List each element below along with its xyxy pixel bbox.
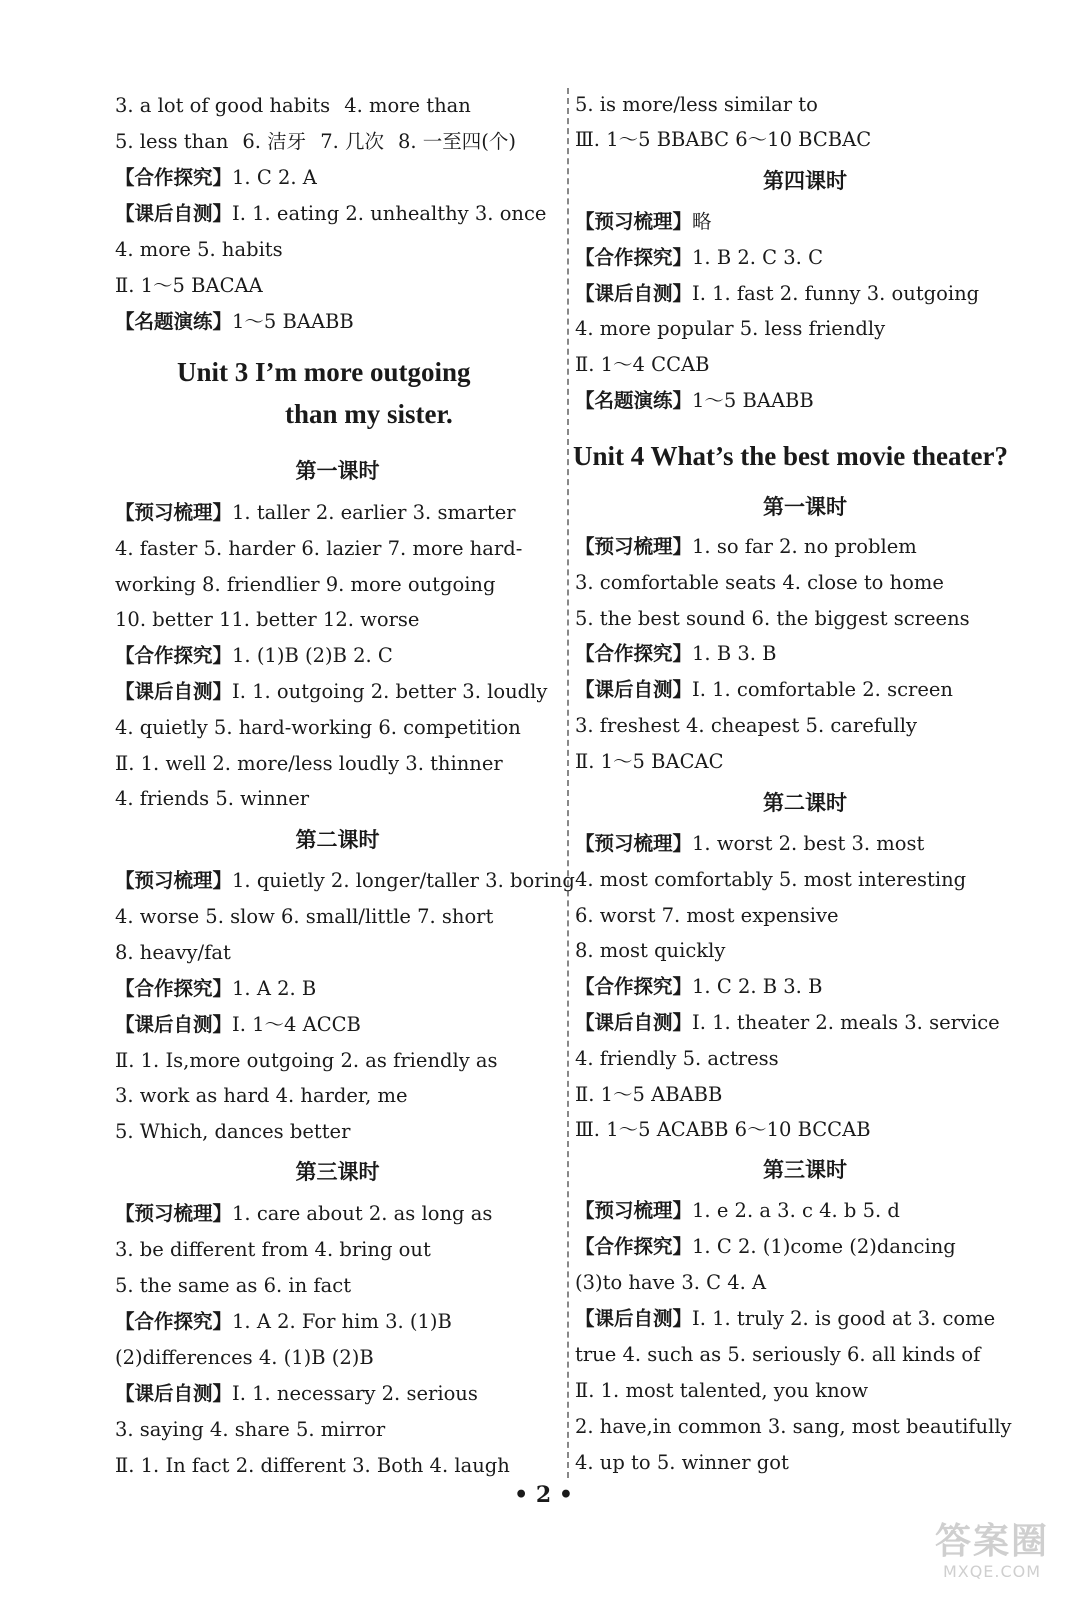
answer-text: 1. B 2. C 3. C	[692, 245, 823, 269]
text-line	[575, 535, 917, 559]
text-line	[575, 1011, 1000, 1035]
answer-text: 3. comfortable seats 4. close to home	[575, 570, 944, 594]
section-tag: 【合作探究】	[115, 644, 233, 668]
answer-text: 1. e 2. a 3. c 4. b 5. d	[692, 1199, 900, 1222]
section-tag: 【课后自测】	[115, 680, 233, 703]
answer-text: 1. so far 2. no problem	[692, 535, 917, 558]
text-line: 4. more 5. habits	[115, 238, 283, 261]
section-tag: 【课后自测】	[115, 1382, 233, 1405]
answer-text: Ⅰ. 1. necessary 2. serious	[232, 1382, 478, 1405]
text-line	[575, 939, 725, 963]
answer-text: Ⅰ. 1. fast 2. funny 3. outgoing	[692, 281, 980, 305]
text-line	[575, 246, 823, 270]
answer-text: 4. friends 5. winner	[115, 787, 310, 811]
text-line	[115, 787, 309, 811]
answer-text: 1. A 2. B	[232, 976, 317, 1000]
text-line	[115, 1049, 498, 1073]
text-line	[115, 905, 493, 929]
text-line: Ⅲ. 1～5 BBABC 6～10 BCBAC	[575, 128, 872, 151]
text-line	[575, 750, 724, 774]
text-line	[115, 1346, 374, 1370]
answer-text: Ⅰ. 1. comfortable 2. screen	[692, 678, 953, 702]
answer-text: 1. A 2. For him 3. (1)B	[232, 1310, 452, 1333]
text-line: 5. less than 6. 洁牙 7. 几次 8. 一至四(个)	[115, 130, 517, 153]
section-tag: 【预习梳理】	[575, 210, 693, 233]
text-line	[575, 353, 709, 377]
text-line	[575, 1083, 722, 1107]
text-line: 【合作探究】1. C 2. A	[115, 166, 317, 189]
text-line	[575, 389, 814, 413]
text-line	[575, 571, 944, 595]
section-tag: 【课后自测】	[575, 1011, 693, 1034]
text-line: 3. a lot of good habits 4. more than	[115, 94, 471, 117]
text-line	[575, 1343, 980, 1367]
answer-text: 6. worst 7. most expensive	[575, 903, 839, 927]
answer-text: 1. quietly 2. longer/taller 3. boring	[232, 869, 575, 892]
text-line	[575, 1199, 900, 1223]
text-line	[115, 573, 495, 597]
text-line	[115, 977, 316, 1001]
text-line	[115, 1274, 351, 1298]
text-line	[575, 1118, 871, 1142]
section-tag: 【预习梳理】	[575, 1199, 693, 1222]
text-line	[575, 975, 822, 999]
text-line	[115, 1202, 492, 1226]
answer-text: 4. friendly 5. actress	[575, 1046, 779, 1070]
text-line	[575, 1451, 789, 1475]
section-tag: 【预习梳理】	[575, 832, 693, 855]
text-line	[115, 1382, 478, 1406]
watermark-logo	[917, 1522, 1067, 1582]
text-line	[115, 537, 522, 561]
unit3-title-line2: than my sister.	[285, 399, 453, 429]
text-line	[115, 752, 503, 776]
text-line	[575, 1047, 779, 1071]
answer-text: Ⅱ. 1. most talented, you know	[575, 1379, 869, 1402]
text-line	[115, 608, 419, 632]
text-line	[115, 716, 521, 740]
text-line	[115, 644, 393, 668]
answer-text: 4. up to 5. winner got	[575, 1451, 789, 1474]
answer-text: true 4. such as 5. seriously 6. all kinds of	[575, 1343, 981, 1366]
text-line	[115, 1238, 431, 1262]
text-line	[575, 1307, 995, 1331]
lesson-heading: 第二课时	[295, 828, 380, 852]
text-line	[575, 904, 839, 928]
text-line	[575, 1415, 1012, 1439]
text-line	[115, 501, 516, 525]
lesson-heading: 第三课时	[763, 1158, 847, 1182]
answer-text: 4. faster 5. harder 6. lazier 7. more hard-	[115, 536, 523, 560]
answer-text: 略	[692, 210, 712, 233]
answer-text: Ⅱ. 1. Is,more outgoing 2. as friendly as	[115, 1048, 498, 1072]
text-line	[575, 832, 924, 856]
section-tag: 【预习梳理】	[575, 535, 693, 558]
text-line	[115, 1454, 510, 1478]
answer-text: 1. C 2. (1)come (2)dancing	[692, 1235, 956, 1258]
answer-text: Ⅱ. 1. In fact 2. different 3. Both 4. laugh	[115, 1454, 510, 1477]
answer-text: 1. taller 2. earlier 3. smarter	[232, 501, 516, 524]
section-tag: 【合作探究】	[575, 975, 693, 999]
answer-text: 8. most quickly	[575, 939, 726, 963]
section-tag: 【合作探究】	[575, 1235, 693, 1258]
answer-text: (3)to have 3. C 4. A	[575, 1271, 767, 1294]
text-line	[575, 714, 917, 738]
lesson-heading: 第一课时	[763, 495, 847, 519]
answer-text: 4. quietly 5. hard-working 6. competition	[115, 715, 521, 739]
watermark-logo-text: 答案圈	[934, 1521, 1049, 1562]
text-line	[115, 1084, 408, 1108]
text-line	[115, 1310, 452, 1334]
answer-text: 5. Which, dances better	[115, 1120, 351, 1144]
text-line	[115, 1120, 350, 1144]
answer-text: 4. most comfortably 5. most interesting	[575, 867, 967, 891]
section-tag: 【课后自测】	[115, 1012, 233, 1036]
lesson-heading: 第四课时	[763, 169, 847, 193]
section-tag: 【名题演练】	[575, 389, 693, 412]
answer-text: 4. more popular 5. less friendly	[575, 317, 886, 341]
text-line	[115, 680, 547, 704]
answer-text: Ⅰ. 1～4 ACCB	[232, 1012, 361, 1036]
text-line: 【课后自测】Ⅰ. 1. eating 2. unhealthy 3. once	[115, 202, 547, 225]
answer-text: Ⅰ. 1. outgoing 2. better 3. loudly	[232, 680, 548, 703]
answer-text: 1. care about 2. as long as	[232, 1202, 493, 1225]
section-tag: 【课后自测】	[575, 1307, 693, 1330]
lesson-heading: 第一课时	[295, 459, 380, 483]
text-line: 【名题演练】1～5 BAABB	[115, 310, 354, 333]
text-line	[575, 317, 885, 341]
section-tag: 【合作探究】	[575, 245, 693, 269]
text-line	[575, 607, 970, 631]
lesson-heading: 第三课时	[295, 1160, 380, 1184]
section-tag: 【合作探究】	[115, 1310, 233, 1333]
text-line	[575, 642, 776, 666]
answer-text: Ⅱ. 1. well 2. more/less loudly 3. thinner	[115, 751, 503, 775]
unit4-title: Unit 4 What’s the best movie theater?	[573, 441, 1008, 471]
answer-text: Ⅱ. 1～5 BACAC	[575, 749, 724, 773]
text-line	[575, 1235, 956, 1259]
text-line	[115, 1418, 385, 1442]
text-line	[575, 1271, 766, 1295]
text-line	[575, 678, 953, 702]
text-line	[115, 869, 575, 893]
text-line	[575, 868, 966, 892]
answer-text: 1. B 3. B	[692, 642, 777, 666]
section-tag: 【合作探究】	[115, 976, 233, 1000]
answer-text: Ⅱ. 1～4 CCAB	[575, 353, 710, 377]
answer-text: 1. worst 2. best 3. most	[692, 832, 925, 855]
answer-text: Ⅱ. 1～5 ABABB	[575, 1082, 723, 1106]
answer-text: 1. (1)B (2)B 2. C	[232, 644, 393, 668]
answer-text: 4. worse 5. slow 6. small/little 7. short	[115, 904, 494, 928]
section-tag: 【预习梳理】	[115, 1202, 233, 1225]
watermark-url: MXQE.COM	[942, 1562, 1042, 1581]
answer-text: Ⅲ. 1～5 ACABB 6～10 BCCAB	[575, 1118, 871, 1142]
answer-text: 10. better 11. better 12. worse	[115, 608, 420, 632]
answer-text: (2)differences 4. (1)B (2)B	[115, 1346, 374, 1369]
text-line: 5. is more/less similar to	[575, 93, 818, 116]
page-number: • 2 •	[514, 1482, 573, 1508]
column-divider	[567, 88, 569, 1478]
answer-text: 3. freshest 4. cheapest 5. carefully	[575, 714, 918, 737]
answer-text: 3. work as hard 4. harder, me	[115, 1084, 408, 1108]
text-line	[115, 941, 231, 965]
answer-text: working 8. friendlier 9. more outgoing	[115, 572, 496, 596]
answer-text: 5. the same as 6. in fact	[115, 1274, 352, 1297]
section-tag: 【课后自测】	[575, 281, 693, 305]
answer-text: Ⅰ. 1. truly 2. is good at 3. come	[692, 1307, 996, 1330]
answer-text: 5. the best sound 6. the biggest screens	[575, 606, 970, 630]
section-tag: 【合作探究】	[575, 642, 693, 666]
answer-text: 3. be different from 4. bring out	[115, 1238, 431, 1261]
answer-text: 1. C 2. B 3. B	[692, 975, 823, 999]
answer-text: 8. heavy/fat	[115, 940, 231, 964]
text-line	[575, 282, 979, 306]
answer-text: 1～5 BAABB	[692, 389, 814, 412]
lesson-heading: 第二课时	[763, 791, 847, 815]
answer-text: 3. saying 4. share 5. mirror	[115, 1418, 386, 1441]
unit3-title: Unit 3 I’m more outgoing	[177, 357, 471, 387]
text-line	[115, 1013, 361, 1037]
section-tag: 【课后自测】	[575, 678, 693, 702]
section-tag: 【预习梳理】	[115, 869, 233, 892]
text-line: Ⅱ. 1～5 BACAA	[115, 274, 263, 297]
text-line	[575, 210, 712, 234]
answer-text: Ⅰ. 1. theater 2. meals 3. service	[692, 1011, 1000, 1034]
section-tag: 【预习梳理】	[115, 501, 233, 524]
text-line	[575, 1379, 868, 1403]
answer-text: 2. have,in common 3. sang, most beautifully	[575, 1415, 1012, 1438]
